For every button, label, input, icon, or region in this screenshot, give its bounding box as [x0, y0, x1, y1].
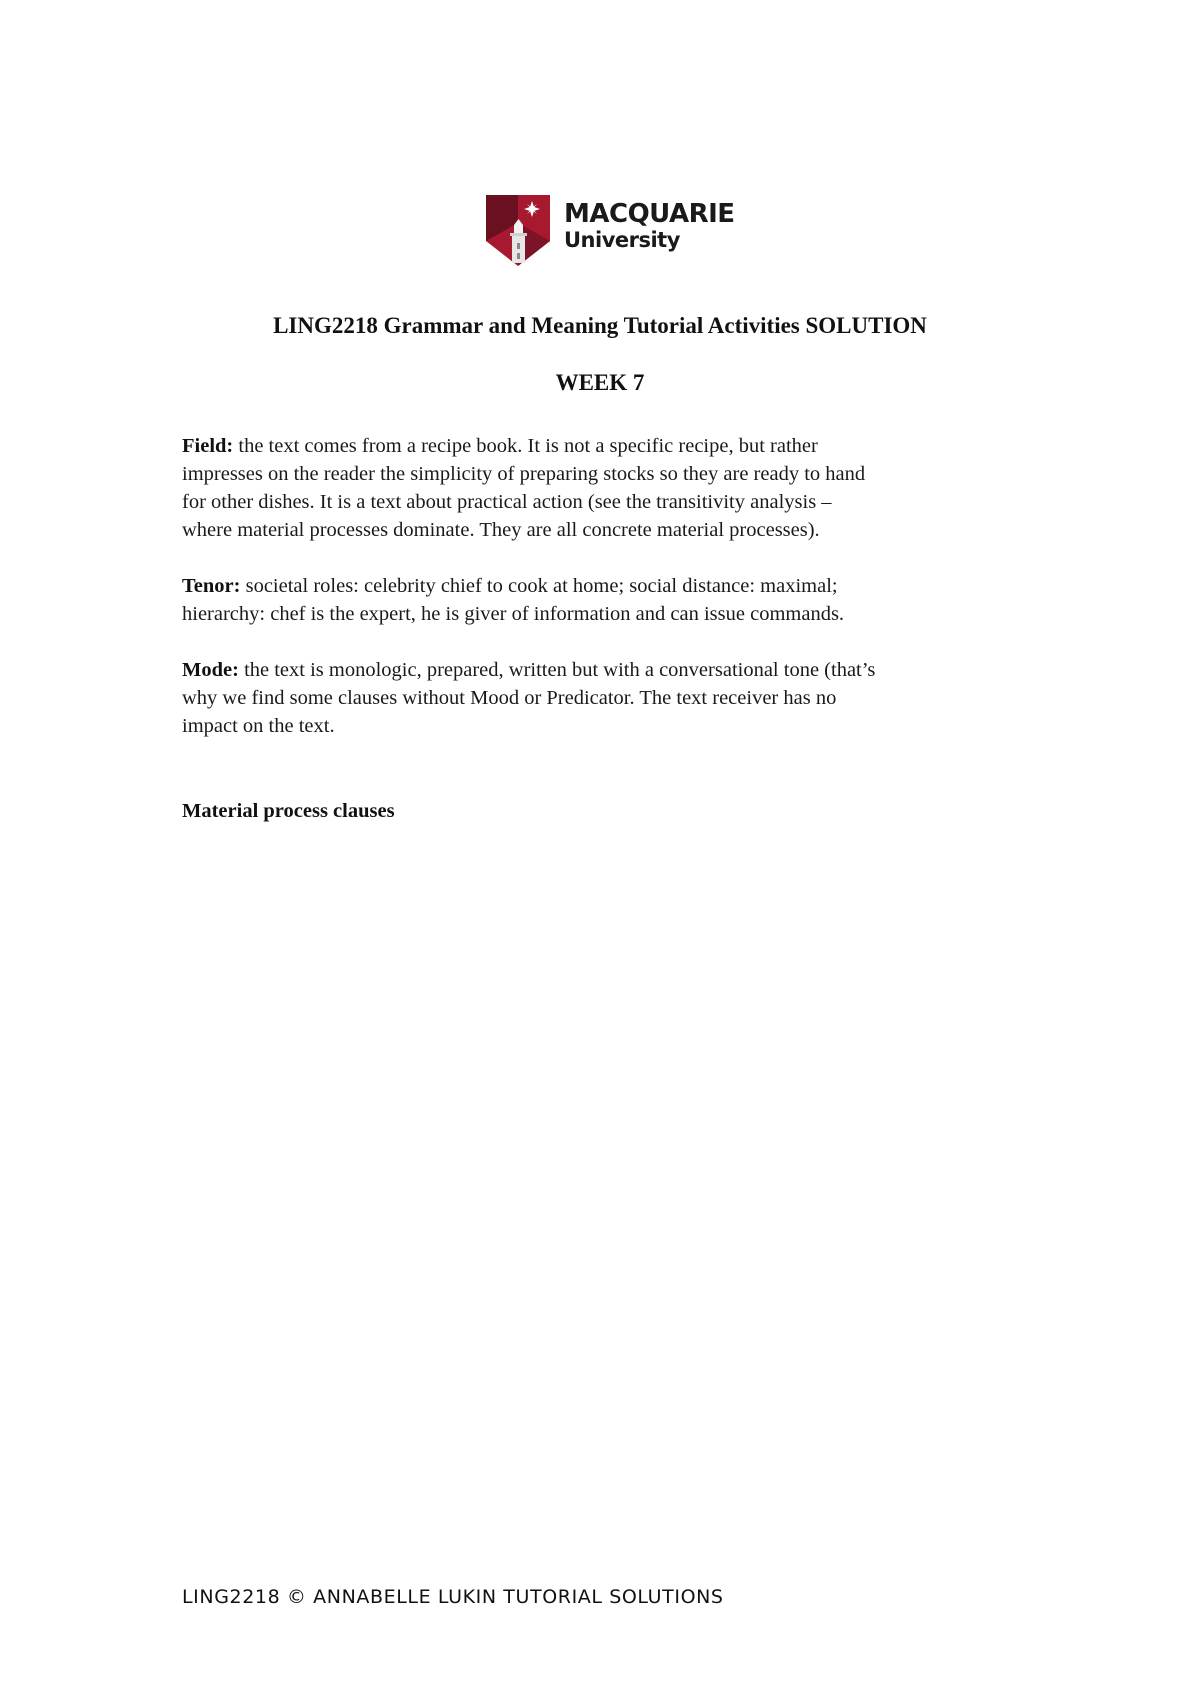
mode-label: Mode: — [182, 659, 239, 681]
field-text-line: impresses on the reader the simplicity of preparing stocks so they are ready to hand — [182, 463, 866, 485]
tenor-text-line: hierarchy: chef is the expert, he is giver of information and can issue commands. — [182, 603, 845, 625]
paragraph-line — [182, 432, 1022, 460]
section-heading: Material process clauses — [182, 800, 395, 822]
field-text-line: the text comes from a recipe book. It is not a specific recipe, but rather — [238, 435, 818, 457]
logo-wordmark-primary: MACQUARIE — [564, 199, 735, 229]
tenor-text-line: societal roles: celebrity chief to cook at home; social distance: maximal; — [245, 575, 838, 597]
mode-text-line: the text is monologic, prepared, written but with a conversational tone (that’s — [244, 659, 876, 681]
field-text-line: where material processes dominate. They are all concrete material processes). — [182, 519, 820, 541]
field-text-line: for other dishes. It is a text about practical action (see the transitivity analysis – — [182, 491, 832, 513]
mode-text-line: why we find some clauses without Mood or Predicator. The text receiver has no — [182, 687, 837, 709]
paragraph-line — [182, 656, 1022, 684]
page-footer: LING2218 © ANNABELLE LUKIN TUTORIAL SOLUTIONS — [182, 1586, 724, 1608]
university-logo — [484, 193, 735, 268]
paragraph-line — [182, 572, 1022, 600]
field-label: Field: — [182, 435, 234, 457]
week-heading: WEEK 7 — [555, 370, 645, 395]
mode-paragraph — [182, 656, 1022, 740]
field-paragraph — [182, 432, 1022, 544]
lighthouse-shield-icon — [484, 193, 554, 268]
document-title: LING2218 Grammar and Meaning Tutorial Activities SOLUTION — [273, 313, 927, 338]
tenor-paragraph — [182, 572, 1022, 628]
tenor-label: Tenor: — [182, 575, 241, 597]
mode-text-line: impact on the text. — [182, 715, 335, 737]
logo-wordmark-secondary: University — [564, 228, 680, 252]
